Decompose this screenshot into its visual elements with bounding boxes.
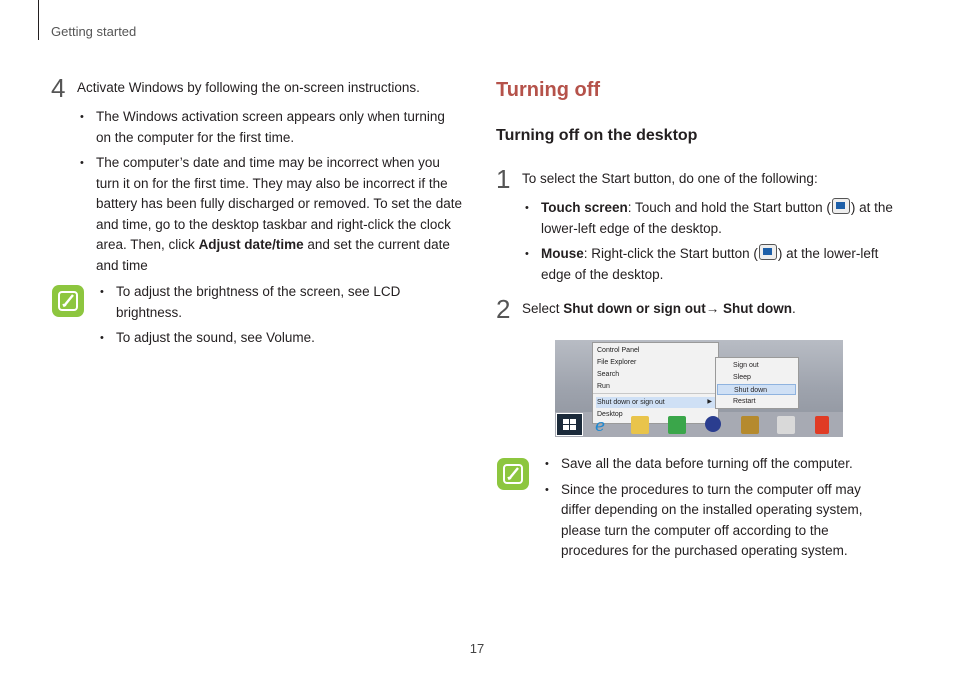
menu-item: File Explorer (597, 359, 637, 366)
section-title: Turning off (496, 79, 601, 101)
menu-item: Run (597, 383, 610, 390)
ie-icon (593, 416, 611, 434)
windows-start-icon (556, 413, 583, 436)
list-item: • Mouse: Right-click the Start button ( ) at the lower-left edge of the desktop. (525, 246, 879, 282)
submenu-item: Sleep (733, 374, 751, 381)
menu-item: Control Panel (597, 347, 640, 354)
shutdown-submenu (715, 357, 799, 409)
section-header: Getting started (51, 24, 137, 39)
subsection-title: Turning off on the desktop (496, 127, 698, 144)
app-icon (741, 416, 759, 434)
note-list (97, 282, 437, 354)
list-item: • Since the procedures to turn the computer off may differ depending on the installed operating system, please turn the computer off according to the procedures for the purchased operating system. (545, 481, 863, 558)
note-list (542, 454, 887, 567)
list-item: • To adjust the sound, see Volume. (100, 330, 315, 345)
submenu-item-highlighted: Shut down (717, 384, 796, 395)
step-text: Select Shut down or sign out→ Shut down. (522, 301, 796, 316)
note-pencil-icon (497, 458, 529, 490)
submenu-item: Restart (733, 398, 756, 405)
menu-item-highlighted: Shut down or sign out ▶ (596, 397, 715, 408)
office-icon (815, 416, 829, 434)
file-explorer-icon (631, 416, 649, 434)
step-number: 2 (496, 294, 511, 324)
list-item: • Save all the data before turning off the computer. (545, 456, 853, 471)
list-item: • The Windows activation screen appears only when turning on the computer for the first time. (80, 109, 445, 145)
list-item: • To adjust the brightness of the screen, see LCD brightness. (100, 284, 401, 320)
list-item: • Touch screen: Touch and hold the Start button ( ) at the lower-left edge of the desktop. (525, 200, 893, 236)
header-rule (38, 0, 39, 40)
bullet-list (77, 107, 462, 281)
app-icon (777, 416, 795, 434)
help-icon (705, 416, 721, 432)
page-number: 17 (469, 641, 485, 656)
step-text: To select the Start button, do one of the following: (522, 171, 818, 186)
step-number: 1 (496, 164, 511, 194)
list-item: • The computer’s date and time may be incorrect when you turn it on for the first time. They may also be incorrect if the battery has been fully discharged or removed. To set the date and time, go to the desktop taskbar and right-click the clock area. Then, click Adjust date/time and set the current date and time (80, 155, 462, 273)
note-pencil-icon (52, 285, 84, 317)
svg-text:e: e (595, 416, 606, 434)
start-button-icon (759, 244, 777, 260)
menu-separator (593, 393, 718, 394)
step-text: Activate Windows by following the on-screen instructions. (77, 80, 420, 95)
store-icon (668, 416, 686, 434)
submenu-arrow-icon: ▶ (707, 399, 712, 405)
windows-screenshot (555, 340, 843, 437)
menu-item: Desktop (597, 411, 623, 418)
menu-item: Search (597, 371, 620, 378)
submenu-item: Sign out (733, 362, 759, 369)
step-number: 4 (51, 73, 66, 103)
bullet-list (522, 198, 907, 290)
start-context-menu (592, 342, 719, 424)
start-button-icon (832, 198, 850, 214)
